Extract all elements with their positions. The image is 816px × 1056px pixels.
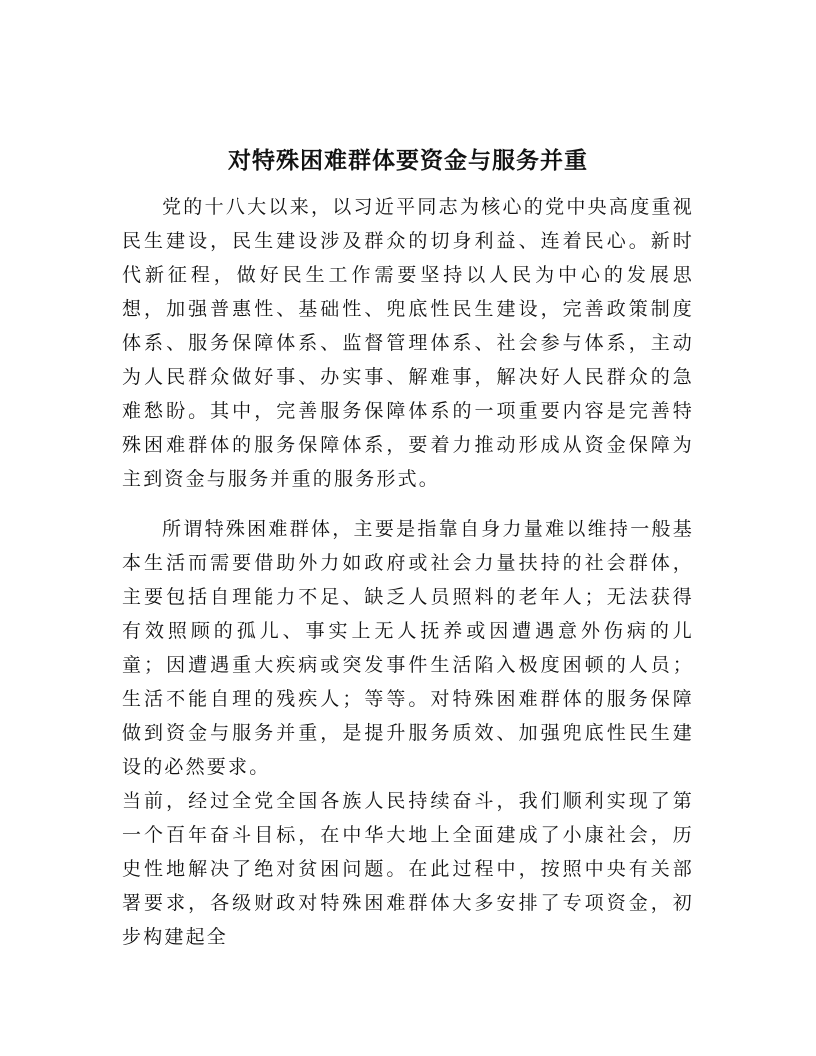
document-body [122,140,694,954]
paragraph-3: 当前，经过全党全国各族人民持续奋斗，我们顺利实现了第一个百年奋斗目标，在中华大地上全面建成了小康社会，历史性地解决了绝对贫困问题。在此过程中，按照中央有关部署要求，各级财政对特殊困难群体大多安排了专项资金，初步构建起全 [122,790,694,948]
document-title: 对特殊困难群体要资金与服务并重 [228,148,588,174]
paragraph-1: 党的十八大以来，以习近平同志为核心的党中央高度重视民生建设，民生建设涉及群众的切身利益、连着民心。新时代新征程，做好民生工作需要坚持以人民为中心的发展思想，加强普惠性、基础性、兜底性民生建设，完善政策制度体系、服务保障体系、监督管理体系、社会参与体系，主动为人民群众做好事、办实事、解难事，解决好人民群众的急难愁盼。其中，完善服务保障体系的一项重要内容是完善特殊困难群体的服务保障体系，要着力推动形成从资金保障为主到资金与服务并重的服务形式。 [122,196,694,490]
paragraph-2: 所谓特殊困难群体，主要是指靠自身力量难以维持一般基本生活而需要借助外力如政府或社会力量扶持的社会群体，主要包括自理能力不足、缺乏人员照料的老年人；无法获得有效照顾的孤儿、事实上无人抚养或因遭遇意外伤病的儿童；因遭遇重大疾病或突发事件生活陷入极度困顿的人员；生活不能自理的残疾人；等等。对特殊困难群体的服务保障做到资金与服务并重，是提升服务质效、加强兜底性民生建设的必然要求。 [122,518,694,778]
